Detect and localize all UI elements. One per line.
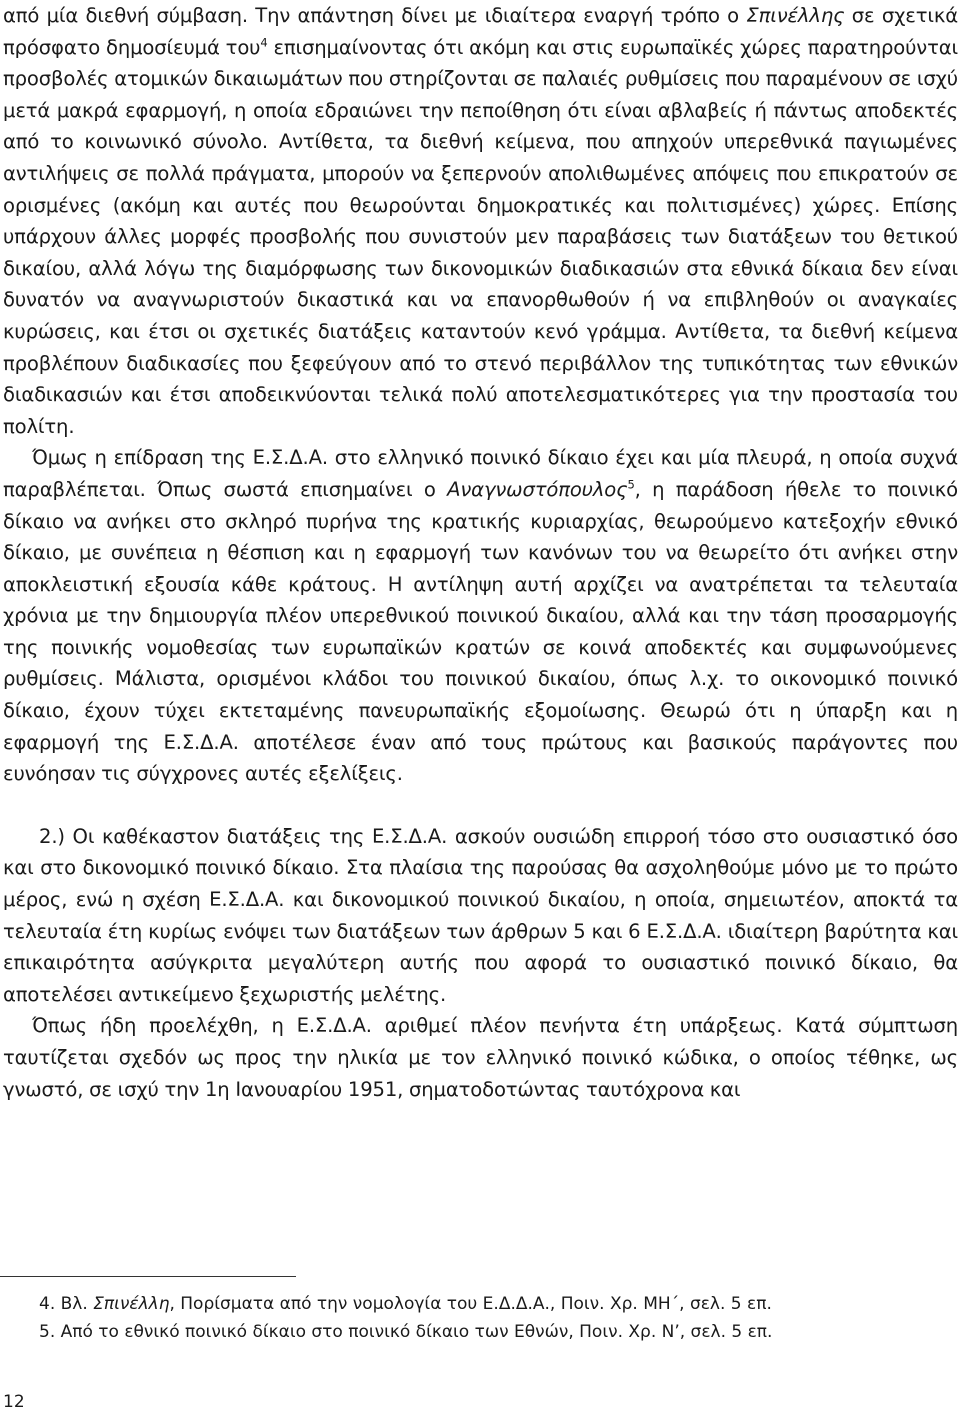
section-gap <box>3 790 958 821</box>
footnote-ref-4: 4 <box>260 35 268 50</box>
paragraph-1-text-a: από μία διεθνή σύμβαση. Την απάντηση δίνει με ιδιαίτερα εναργή τρόπο ο <box>3 4 747 27</box>
author-name-anagnostopoulos: Αναγνωστόπουλος <box>447 477 628 501</box>
author-name-spinellis: Σπινέλλης <box>746 4 845 27</box>
footnote-4 <box>39 1290 949 1318</box>
footnote-4-prefix: 4. Βλ. <box>39 1294 94 1314</box>
footnote-4-text: , Πορίσματα από την νομολογία του Ε.Δ.Δ.Α., Ποιν. Χρ. ΜΗ΄, σελ. 5 επ. <box>169 1294 772 1314</box>
paragraph-4: Όπως ήδη προελέχθη, η Ε.Σ.Δ.Α. αριθμεί πλέον πενήντα έτη υπάρξεως. Κατά σύμπτωση ταυτίζεται σχεδόν ως προς την ηλικία με τον ελληνικό ποινικό κώδικα, ο οποίος τέθηκε, ως γνωστό, σε ισχύ την 1η Ιανουαρίου 1951, σηματοδοτώντας ταυτόχρονα και <box>3 1014 958 1101</box>
footnotes <box>39 1290 949 1346</box>
main-text <box>3 0 958 1105</box>
footnote-divider <box>0 1276 296 1277</box>
footnote-5: 5. Από το εθνικό ποινικό δίκαιο στο ποινικό δίκαιο των Εθνών, Ποιν. Χρ. Ν’, σελ. 5 επ. <box>39 1322 773 1342</box>
paragraph-1-text-c: επισημαίνοντας ότι ακόμη και στις ευρωπαϊκές χώρες παρατηρούνται προσβολές ατομικών δικαιωμάτων που στηρίζονται σε παλαιές ρυθμίσεις που παραμένουν σε ισχύ μετά μακρά εφαρμογή, η οποία εδραιώνει την πεποίθηση ότι είναι αβλαβείς ή πάντως αποδεκτές από το κοινωνικό σύνολο. Αντίθετα, τα διεθνή κείμενα, που απηχούν υπερεθνικά παγιωμένες αντιλήψεις σε πολλά πράγματα, μπορούν να ξεπερνούν απολιθωμένες απόψεις που επικρατούν σε ορισμένες (ακόμη και αυτές που θεωρούνται δημοκρατικές και πολιτισμένες) χώρες. Επίσης υπάρχουν άλλες μορφές προσβολής που συνιστούν μεν παραβάσεις των διατάξεων του θετικού δικαίου, αλλά λόγω της διαμόρφωσης των δικονομικών διαδικασιών στα εθνικά δίκαια δεν είναι δυνατόν να αναγνωριστούν δικαστικά και να επανορθωθούν ή να επιβληθούν οι αναγκαίες κυρώσεις, και έτσι οι σχετικές διατάξεις καταντούν κενό γράμμα. Αντίθετα, τα διεθνή κείμενα προβλέπουν διαδικασίες που ξεφεύγουν από το στενό περιβάλλον της τυπικότητας των εθνικών διαδικασιών και έτσι αποδεικνύονται τελικά πολύ αποτελεσματικότερες για την προστασία του πολίτη. <box>3 35 958 438</box>
footnote-ref-5: 5 <box>627 477 635 492</box>
page-number: 12 <box>3 1392 25 1412</box>
paragraph-2-text-b: , η παράδοση ήθελε το ποινικό δίκαιο να ανήκει στο σκληρό πυρήνα της κρατικής κυριαρχίας, θεωρούμενο κατεξοχήν εθνικό δίκαιο, με συνέπεια η θέσπιση και η εφαρμογή των κανόνων του να θεωρείτο ότι ανήκει στην αποκλειστική εξουσία κάθε κράτους. Η αντίληψη αυτή αρχίζει να ανατρέπεται τα τελευταία χρόνια με την δημιουργία πλέον υπερεθνικού ποινικού δικαίου, αλλά και την τάση προσαρμογής της ποινικής νομοθεσίας των ευρωπαϊκών κρατών σε κοινά αποδεκτές και συμφωνούμενες ρυθμίσεις. Μάλιστα, ορισμένοι κλάδοι του ποινικού δικαίου, όπως λ.χ. το οικονομικό ποινικό δίκαιο, έχουν τύχει εκτεταμένης πανευρωπαϊκής εξομοίωσης. Θεωρώ ότι η ύπαρξη και η εφαρμογή της Ε.Σ.Δ.Α. αποτέλεσε έναν από τους πρώτους και βασικούς παράγοντες που ευνόησαν τις σύγχρονες αυτές εξελίξεις. <box>3 477 958 786</box>
paragraph-2 <box>3 442 958 790</box>
paragraph-1 <box>3 0 958 442</box>
paragraph-3: 2.) Οι καθέκαστον διατάξεις της Ε.Σ.Δ.Α. ασκούν ουσιώδη επιρροή τόσο στο ουσιαστικό όσο και στο δικονομικό ποινικό δίκαιο. Στα πλαίσια της παρούσας θα ασχοληθούμε μόνο με το πρώτο μέρος, ενώ η σχέση Ε.Σ.Δ.Α. και δικονομικού ποινικού δικαίου, η οποία, σημειωτέον, αποκτά τα τελευταία έτη κυρίως ενόψει των διατάξεων των άρθρων 5 και 6 Ε.Σ.Δ.Α. ιδιαίτερη βαρύτητα και επικαιρότητα ασύγκριτα μεγαλύτερη αυτής που αφορά το ουσιαστικό ποινικό δίκαιο, θα αποτελέσει αντικείμενο ξεχωριστής μελέτης. <box>3 824 958 1006</box>
footnote-4-author: Σπινέλλη <box>93 1294 170 1314</box>
paragraph-2-text-a: Όμως η επίδραση της Ε.Σ.Δ.Α. στο ελληνικό ποινικό δίκαιο έχει και μία πλευρά, η οποία συχνά παραβλέπεται. Όπως σωστά επισημαίνει ο <box>3 446 958 501</box>
paragraph-1-text-b: σε σχετικά πρόσφατο δημοσίευμά του <box>3 4 958 59</box>
